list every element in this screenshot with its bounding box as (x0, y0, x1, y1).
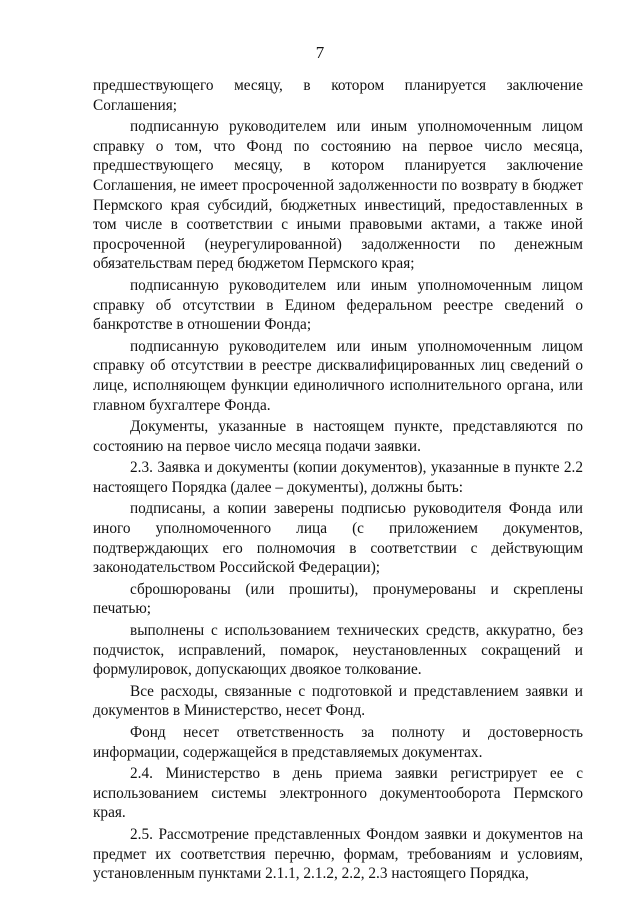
paragraph-bound: сброшюрованы (или прошиты), пронумерованы и скреплены печатью; (93, 580, 583, 618)
paragraph-continuation: предшествующего месяцу, в котором планируется заключение Соглашения; (93, 77, 583, 114)
paragraph-bankruptcy-certificate: подписанную руководителем или иным уполномоченным лицом справку об отсутствии в Едином федеральном реестре сведений о банкротстве в отношении Фонда; (93, 276, 583, 334)
paragraph-2-5: 2.5. Рассмотрение представленных Фондом заявки и документов на предмет их соответствия перечню, формам, требованиям и условиям, установленным пунктами 2.1.1, 2.1.2, 2.2, 2.3 настоящего Порядка, (93, 825, 583, 883)
paragraph-disqualified-certificate: подписанную руководителем или иным уполномоченным лицом справку об отсутствии в реестре дисквалифицированных лиц сведений о лице, исполняющем функции единоличного исполнительного органа, или главном бухгалтере Фонда. (93, 337, 583, 414)
paragraph-expenses: Все расходы, связанные с подготовкой и представлением заявки и документов в Министерство, несет Фонд. (93, 682, 583, 720)
paragraph-documents-date: Документы, указанные в настоящем пункте, представляются по состоянию на первое число месяца подачи заявки. (93, 418, 583, 455)
paragraph-responsibility: Фонд несет ответственность за полноту и достоверность информации, содержащейся в представляемых документах. (93, 724, 583, 761)
page-number: 7 (315, 43, 325, 62)
paragraph-executed: выполнены с использованием технических средств, аккуратно, без подчисток, исправлений, помарок, неустановленных сокращений и формулировок, допускающих двоякое толкование. (93, 622, 583, 679)
paragraph-signed: подписаны, а копии заверены подписью руководителя Фонда или иного уполномоченного лица (с приложением документов, подтверждающих его полномочия в соответствии с действующим законодательством Российской Федерации); (93, 500, 583, 577)
paragraph-debt-certificate: подписанную руководителем или иным уполномоченным лицом справку о том, что Фонд по состоянию на первое число месяца, предшествующего месяцу, в котором планируется заключение Соглашения, не имеет просроченной задолженности по возврату в бюджет Пермского края субсидий, бюджетных инвестиций, предоставленных в том числе в соответствии с иными правовыми актами, а также иной просроченной (неурегулированной) задолженности по денежным обязательствам перед бюджетом Пермского края; (93, 118, 583, 273)
paragraph-2-4: 2.4. Министерство в день приема заявки регистрирует ее с использованием системы электронного документооборота Пермского края. (93, 765, 583, 822)
document-body (93, 76, 583, 886)
paragraph-2-3: 2.3. Заявка и документы (копии документов), указанные в пункте 2.2 настоящего Порядка (далее – документы), должны быть: (93, 459, 583, 496)
